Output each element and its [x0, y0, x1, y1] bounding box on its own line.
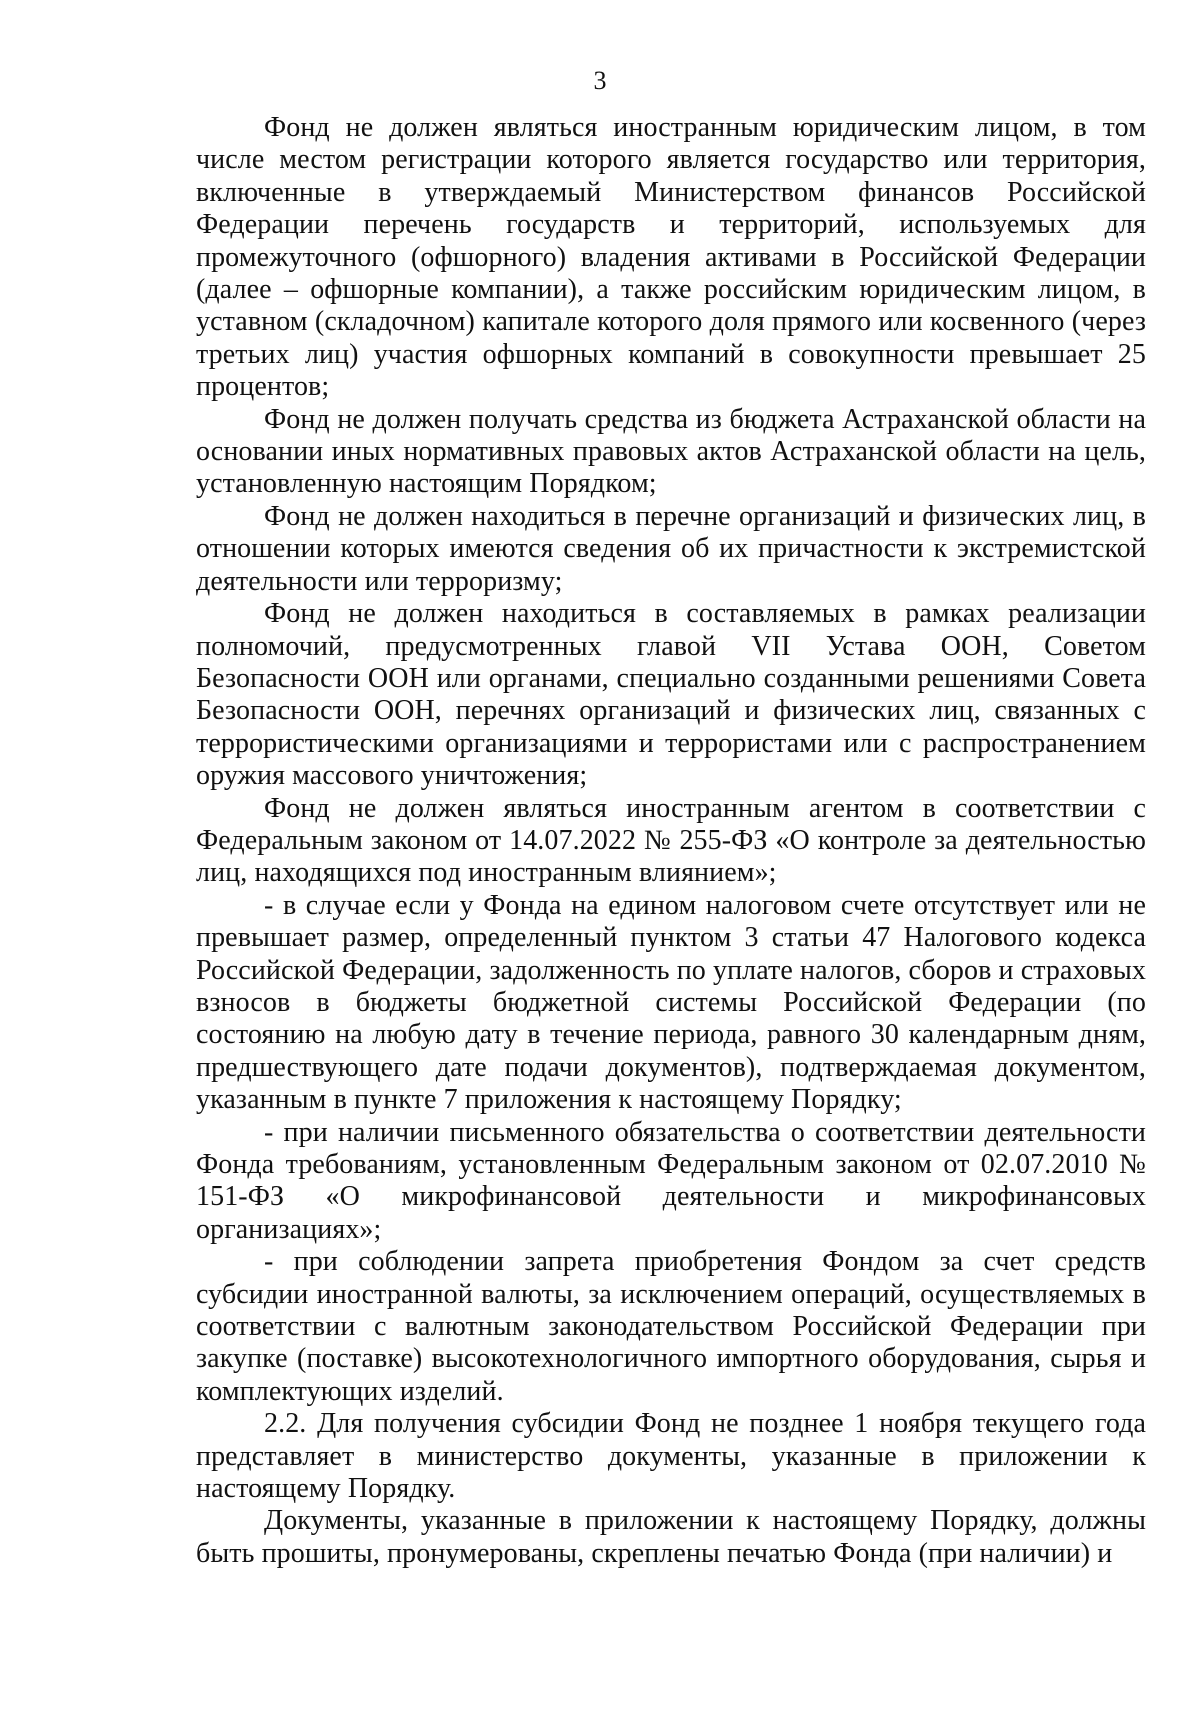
paragraph-tax-debt: - в случае если у Фонда на едином налоговом счете отсутствует или не превышает размер, определенный пунктом 3 статьи 47 Налогового кодекса Российской Федерации, задолженность по уплате налогов, сборов и страховых взносов в бюджеты бюджетной системы Российской Федерации (по состоянию на любую дату в течение периода, равного 30 календарным дням, предшествующего дате подачи документов), подтверждаемая документом, указанным в пункте 7 приложения к настоящему Порядку; — [196, 889, 1146, 1116]
paragraph-extremism-list: Фонд не должен находиться в перечне организаций и физических лиц, в отношении которых имеются сведения об их причастности к экстремистской деятельности или терроризму; — [196, 500, 1146, 597]
document-body — [196, 112, 1146, 1570]
page-number: 3 — [593, 66, 607, 95]
paragraph-offshore: Фонд не должен являться иностранным юридическим лицом, в том числе местом регистрации которого является государство или территория, включенные в утверждаемый Министерством финансов Российской Федерации перечень государств и территорий, используемых для промежуточного (офшорного) владения активами в Российской Федерации (далее – офшорные компании), а также российским юридическим лицом, в уставном (складочном) капитале которого доля прямого или косвенного (через третьих лиц) участия офшорных компаний в совокупности превышает 25 процентов; — [196, 112, 1146, 403]
paragraph-un-lists: Фонд не должен находиться в составляемых в рамках реализации полномочий, предусмотренных главой VII Устава ООН, Советом Безопасности ООН или органами, специально созданными решениями Совета Безопасности ООН, перечнях организаций и физических лиц, связанных с террористическими организациями и террористами или с распространением оружия массового уничтожения; — [196, 598, 1146, 792]
paragraph-documents: Документы, указанные в приложении к настоящему Порядку, должны быть прошиты, пронумерованы, скреплены печатью Фонда (при наличии) и — [196, 1505, 1146, 1569]
paragraph-budget-funds: Фонд не должен получать средства из бюджета Астраханской области на основании иных нормативных правовых актов Астраханской области на цель, установленную настоящим Порядком; — [196, 403, 1146, 500]
paragraph-currency-ban: - при соблюдении запрета приобретения Фондом за счет средств субсидии иностранной валюты, за исключением операций, осуществляемых в соответствии с валютным законодательством Российской Федерации при закупке (поставке) высокотехнологичного импортного оборудования, сырья и комплектующих изделий. — [196, 1246, 1146, 1407]
paragraph-foreign-agent: Фонд не должен являться иностранным агентом в соответствии с Федеральным законом от 14.07.2022 № 255-ФЗ «О контроле за деятельностью лиц, находящихся под иностранным влиянием»; — [196, 792, 1146, 889]
paragraph-microfinance: - при наличии письменного обязательства о соответствии деятельности Фонда требованиям, установленным Федеральным законом от 02.07.2010 № 151-ФЗ «О микрофинансовой деятельности и микрофинансовых организациях»; — [196, 1116, 1146, 1245]
paragraph-section-2-2: 2.2. Для получения субсидии Фонд не позднее 1 ноября текущего года представляет в министерство документы, указанные в приложении к настоящему Порядку. — [196, 1408, 1146, 1505]
